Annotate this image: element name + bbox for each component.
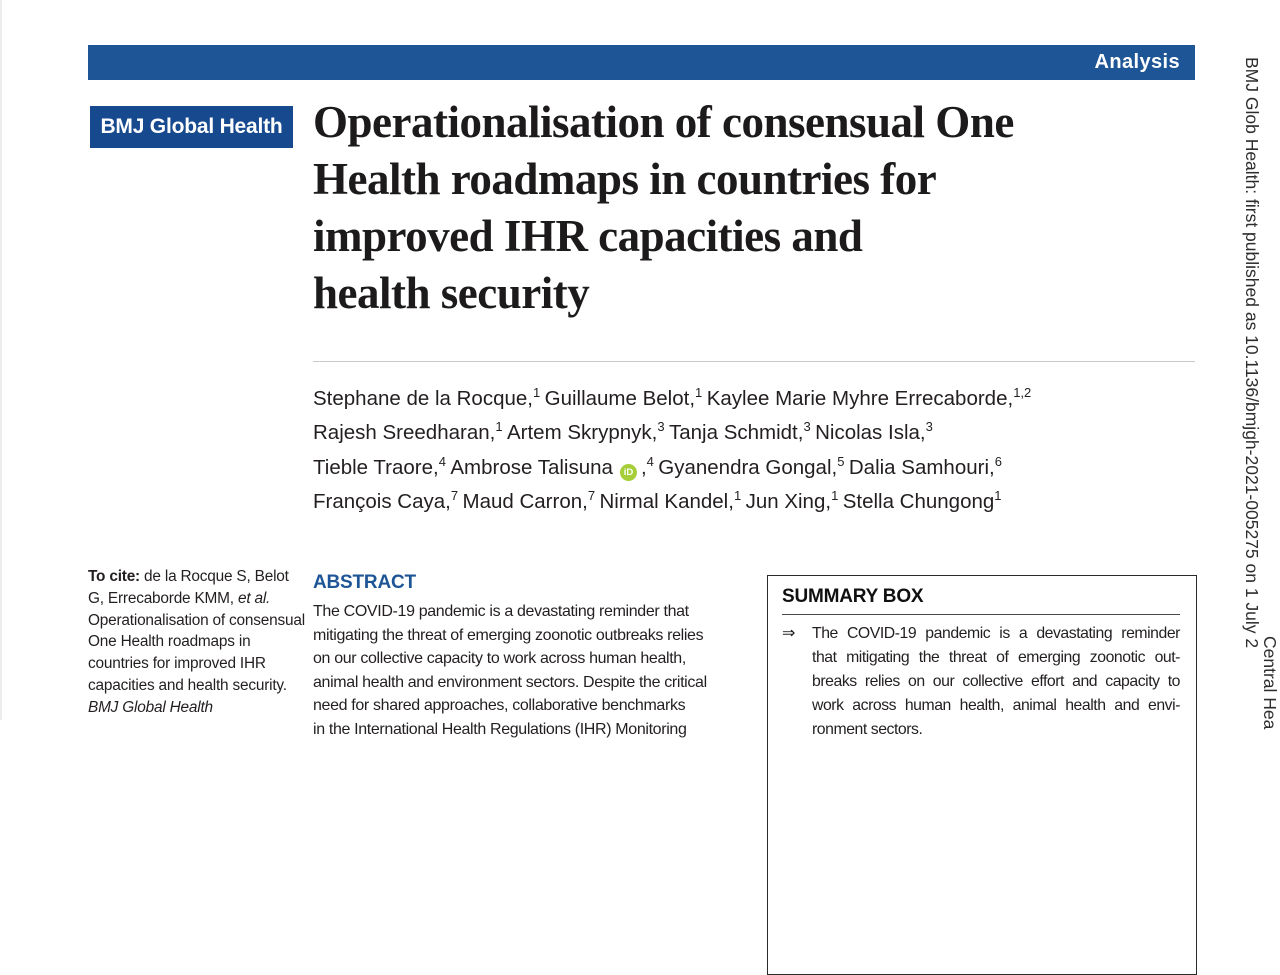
abstract-heading: ABSTRACT [313,572,416,593]
author-affiliation-sup: 5 [837,453,845,469]
cite-etal: et al. [237,589,271,607]
summary-text-line: that mitigating the threat of emerging zoonotic out- [812,649,1180,666]
author-affiliation-sup: 3 [657,419,665,435]
author-name-separator: , [640,455,647,479]
journal-logo [90,106,293,148]
journal-banner [88,45,1195,80]
rotated-citation-watermark-2: Central Hea [1260,636,1280,730]
summary-text-line: breaks relies on our collective effort and capacity to [812,673,1180,690]
author-affiliation-sup: 6 [994,453,1002,469]
article-title-line: health security [313,268,590,318]
author-affiliation-sup: 3 [925,419,933,435]
summary-box-heading: SUMMARY BOX [782,586,924,607]
author-name: Stephane de la Rocque, [313,386,533,410]
rotated-citation-watermark: BMJ Glob Health: first published as 10.1136/bmjgh-2021-005275 on 1 July 2 [1242,57,1262,649]
abstract-text-line: on our collective capacity to work across human health, [313,650,686,667]
abstract-text-line: The COVID-19 pandemic is a devastating reminder that [313,603,689,620]
cite-text: de la Rocque S, Belot G, Errecaborde KMM, [88,568,289,607]
journal-logo-text: BMJ Global Health [100,115,283,138]
author-name: Rajesh Sreedharan, [313,421,496,445]
author-name: Maud Carron, [462,489,588,513]
article-title-line: Operationalisation of consensual One [313,97,1014,147]
summary-bullet-item [782,622,1180,742]
page-scan-edge [0,0,2,720]
author-affiliation-sup: 1 [994,487,1002,503]
summary-text-line: ronment sectors. [812,721,923,738]
abstract-text-line: mitigating the threat of emerging zoonotic outbreaks relies [313,626,704,644]
author-affiliation-sup: 4 [438,453,446,469]
title-author-divider [313,361,1195,362]
author-name: Dalia Samhouri, [848,455,995,479]
summary-text-line: work across human health, animal health and envi- [812,697,1180,714]
author-name: Ambrose Talisuna [450,455,613,479]
author-name: Kaylee Marie Myhre Errecaborde, [706,386,1014,410]
article-title [313,94,1203,322]
author-name: François Caya, [313,489,451,513]
author-line [313,482,1208,516]
author-name: Jun Xing, [745,489,832,513]
author-line [313,448,1208,482]
author-name: Nirmal Kandel, [599,489,734,513]
abstract-text-line: in the International Health Regulations (IHR) Monitoring [313,720,687,738]
author-affiliation-sup: 1 [733,487,742,503]
cite-prefix: To cite: [88,568,140,585]
author-name: Gyanendra Gongal, [658,455,838,479]
author-affiliation-sup: 1 [695,385,703,400]
article-type-label: Analysis [1094,51,1180,73]
author-affiliation-sup: 1 [532,385,541,400]
summary-box-divider [782,614,1180,615]
author-name: Tieble Traore, [313,455,439,479]
author-name: Stella Chungong [842,489,995,513]
abstract-text-line: need for shared approaches, collaborative benchmarks [313,697,686,714]
author-affiliation-sup: 1 [495,419,503,435]
author-list [313,379,1208,516]
author-name: Nicolas Isla, [815,421,926,445]
cite-journal-name: BMJ Global Health [88,698,213,716]
double-arrow-icon: ⇒ [782,625,796,642]
author-line [313,413,1208,447]
author-affiliation-sup: 1,2 [1013,385,1032,400]
article-title-line: Health roadmaps in countries for [313,154,937,204]
cite-block [88,566,308,719]
author-name: Tanja Schmidt, [669,421,804,445]
summary-box [767,575,1197,975]
author-affiliation-sup: 7 [587,487,596,503]
author-affiliation-sup: 7 [450,487,459,503]
abstract-text-line: animal health and environment sectors. Despite the critical [313,673,707,691]
author-name: Guillaume Belot, [544,386,696,410]
author-line [313,379,1208,413]
abstract-section [313,572,753,741]
author-name: Artem Skrypnyk, [506,421,658,445]
cite-text: Operationalisation of consensual One Health roadmaps in countries for improved IHR capacities and health security. [88,611,305,694]
author-affiliation-sup: 4 [646,453,654,469]
article-title-line: improved IHR capacities and [313,211,863,261]
summary-text-line: The COVID-19 pandemic is a devastating reminder [812,625,1180,642]
author-affiliation-sup: 3 [803,419,811,435]
orcid-icon[interactable]: iD [620,464,637,481]
author-affiliation-sup: 1 [831,487,839,503]
